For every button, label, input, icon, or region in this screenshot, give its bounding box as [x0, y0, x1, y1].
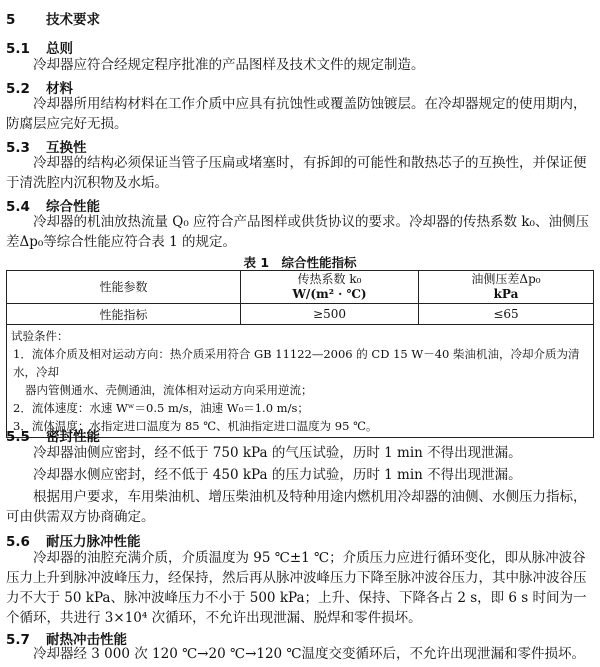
- paragraph-5-3: 冷却器的结构必须保证当管子压扁或堵塞时，有拆卸的可能性和散热芯子的互换性，并保证便于清洗腔内沉积物及水垢。: [6, 155, 587, 191]
- paragraph-5-5-oil: 冷却器油侧应密封，经不低于 750 kPa 的气压试验，历时 1 min 不得出现泄漏。: [33, 445, 522, 461]
- note-item-2: 2．流体速度：水速 Wʷ＝0.5 m/s，油速 W₀＝1.0 m/s；: [13, 401, 309, 415]
- table-row: [7, 304, 594, 325]
- test-conditions: [7, 325, 594, 438]
- header-pressure-drop-unit: kPa: [493, 287, 519, 301]
- section-number: 5.1: [6, 41, 30, 57]
- section-number: 5.5: [6, 429, 30, 445]
- table-title: 表 1 综合性能指标: [243, 255, 357, 270]
- header-heat-transfer: [241, 271, 419, 304]
- section-title: 总则: [46, 41, 73, 57]
- section-title: 耐热冲击性能: [46, 632, 127, 648]
- header-heat-transfer-name: 传热系数 k₀: [297, 272, 362, 286]
- paragraph-5-7: 冷却器经 3 000 次 120 ℃→20 ℃→120 ℃温度交变循环后，不允许出现泄漏和零件损坏。: [33, 646, 586, 662]
- section-title: 材料: [46, 81, 73, 97]
- paragraph-5-1: 冷却器应符合经规定程序批准的产品图样及技术文件的规定制造。: [33, 57, 425, 73]
- paragraph-5-5-user: 根据用户要求，车用柴油机、增压柴油机及特种用途内燃机用冷却器的油侧、水侧压力指标，可由供需双方协商确定。: [6, 489, 587, 525]
- paragraph-5-5-water: 冷却器水侧应密封，经不低于 450 kPa 的压力试验，历时 1 min 不得出现泄漏。: [33, 467, 522, 483]
- header-pressure-drop: [419, 271, 594, 304]
- section-heading-5-6: [6, 530, 141, 550]
- section-heading-5-5: [6, 425, 100, 445]
- section-heading-5-1: [6, 37, 73, 57]
- section-number: 5.2: [6, 81, 30, 97]
- section-number: 5.4: [6, 199, 30, 215]
- section-number: 5.7: [6, 632, 30, 648]
- table-notes-row: [7, 325, 594, 438]
- paragraph-5-4: 冷却器的机油放热流量 Q₀ 应符合产品图样或供货协议的要求。冷却器的传热系数 k₀、油侧压差Δp₀等综合性能应符合表 1 的规定。: [6, 214, 589, 250]
- section-title: 综合性能: [46, 199, 100, 215]
- note-item-1: [11, 345, 589, 399]
- section-title: 技术要求: [46, 12, 100, 28]
- section-title: 互换性: [46, 140, 87, 156]
- header-parameter: 性能参数: [7, 271, 241, 304]
- row-value-heat-transfer: ≥500: [241, 304, 419, 325]
- note-1-line-1: 1．流体介质及相对运动方向：热介质采用符合 GB 11122—2006 的 CD 15 W－40 柴油机油，冷却介质为清水，冷却: [13, 347, 580, 379]
- section-title: 密封性能: [46, 429, 100, 445]
- header-heat-transfer-unit: W/(m² · ℃): [292, 287, 367, 301]
- note-item-3: 3．流体温度：水指定进口温度为 85 ℃、机油指定进口温度为 95 ℃。: [13, 419, 378, 433]
- section-number: 5: [6, 12, 16, 28]
- row-value-pressure-drop: ≤65: [419, 304, 594, 325]
- section-number: 5.6: [6, 534, 30, 550]
- section-title: 耐压力脉冲性能: [46, 534, 141, 550]
- section-number: 5.3: [6, 140, 30, 156]
- section-heading-5: [6, 8, 100, 28]
- header-pressure-drop-name: 油侧压差Δp₀: [471, 272, 541, 286]
- notes-title: 试验条件：: [11, 329, 69, 343]
- performance-table: [6, 270, 594, 438]
- paragraph-5-2: 冷却器所用结构材料在工作介质中应具有抗蚀性或覆盖防蚀镀层。在冷却器规定的使用期内，防腐层应完好无损。: [6, 96, 587, 132]
- paragraph-5-6: 冷却器的油腔充满介质，介质温度为 95 ℃±1 ℃；介质压力应进行循环变化，即从脉冲波谷压力上升到脉冲波峰压力，经保持，然后再从脉冲波峰压力下降至脉冲波谷压力，其中脉冲波谷压力不大于 50 kPa、脉冲波峰压力不小于 500 kPa；上升、保持、下降各占 2 s，即 6 s 时间为一个循环，共进行 3×10⁴ 次循环，不允许出现泄漏、脱焊和零件损坏。: [6, 550, 587, 626]
- table-header-row: [7, 271, 594, 304]
- row-label: 性能指标: [7, 304, 241, 325]
- note-1-line-2: 器内管侧通水、壳侧通油，流体相对运动方向采用逆流；: [25, 383, 313, 397]
